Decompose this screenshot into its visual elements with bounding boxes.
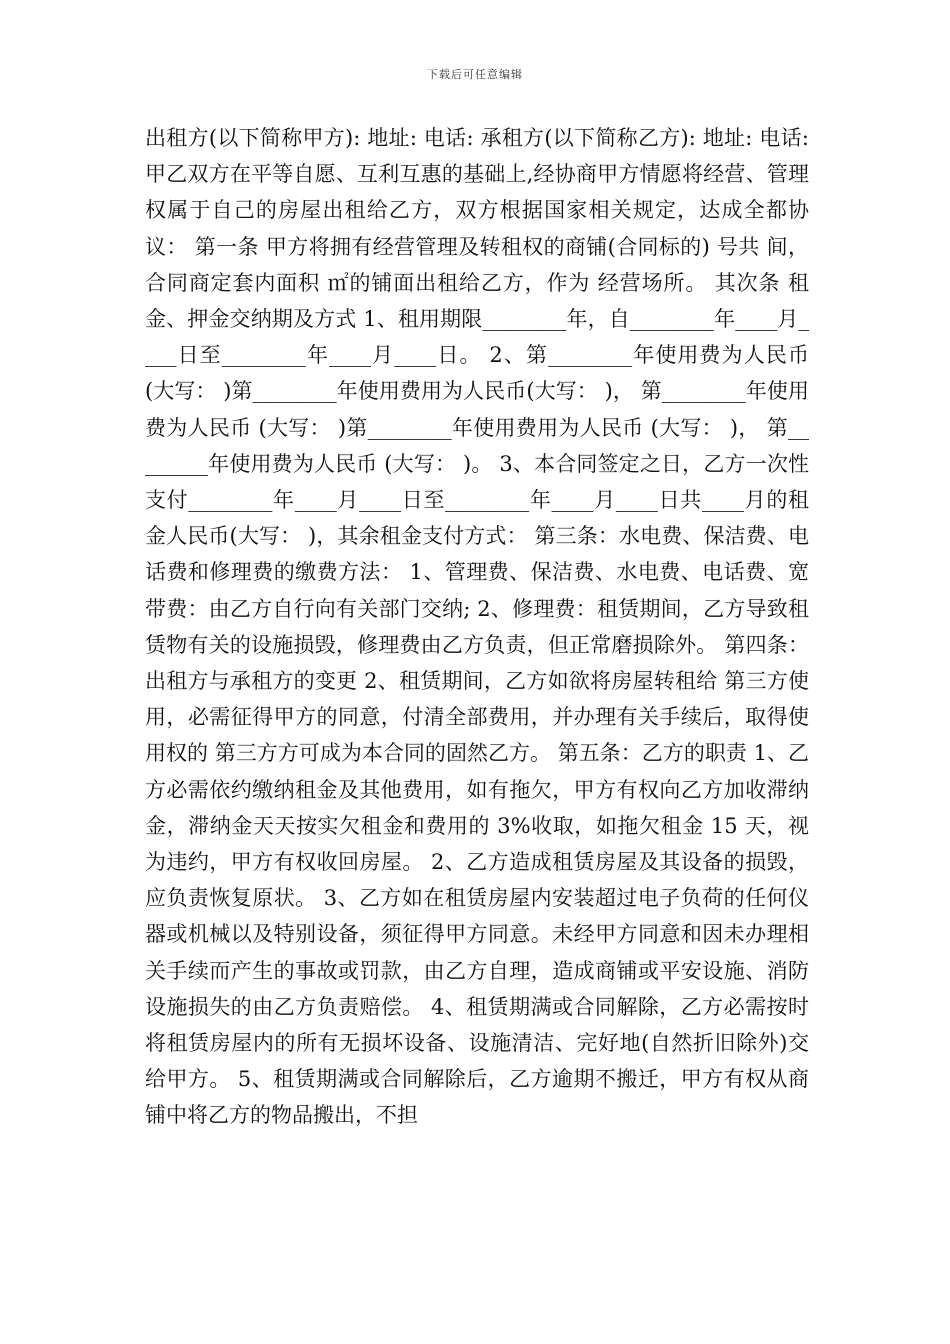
page-header: 下载后可任意编辑 bbox=[427, 68, 523, 81]
contract-body-text: 出租方(以下简称甲方): 地址: 电话: 承租方(以下简称乙方): 地址: 电话: 甲乙双方在平等自愿、互利互惠的基础上,经协商甲方情愿将经营、管理权属于自己的房屋出租给乙方，双方根据国家相关规定，达成全都协议： 第一条 甲方将拥有经营管理及转租权的商铺(合同标的) 号共 间，合同商定套内面积 ㎡的铺面出租给乙方，作为 经营场所。 其次条 租金、押金交纳期及方式 1、租用期限________年，自________年____月____日至________年____月____日。 2、第________年使用费为人民币 (大写： )第________年使用费用为人民币(大写： )， 第________年使用费为人民币 (大写： )第________年使用费用为人民币 (大写： )， 第________年使用费为人民币 (大写： )。 3、本合同签定之日，乙方一次性支付________年____月____日至________年____月____日共____月的租金人民币(大写： )，其余租金支付方式： 第三条：水电费、保洁费、电话费和修理费的缴费方法： 1、管理费、保洁费、水电费、电话费、宽带费：由乙方自行向有关部门交纳; 2、修理费：租赁期间，乙方导致租赁物有关的设施损毁，修理费由乙方负责，但正常磨损除外。 第四条：出租方与承租方的变更 2、租赁期间，乙方如欲将房屋转租给 第三方使用，必需征得甲方的同意，付清全部费用，并办理有关手续后，取得使用权的 第三方方可成为本合同的固然乙方。 第五条：乙方的职责 1、乙方必需依约缴纳租金及其他费用，如有拖欠，甲方有权向乙方加收滞纳金，滞纳金天天按实欠租金和费用的 3%收取，如拖欠租金 15 天，视为违约，甲方有权收回房屋。 2、乙方造成租赁房屋及其设备的损毁，应负责恢复原状。 3、乙方如在租赁房屋内安装超过电子负荷的任何仪器或机械以及特别设备，须征得甲方同意。未经甲方同意和因未办理相关手续而产生的事故或罚款，由乙方自理，造成商铺或平安设施、消防设施损失的由乙方负责赔偿。 4、租赁期满或合同解除，乙方必需按时将租赁房屋内的所有无损坏设备、设施清洁、完好地(自然折旧除外)交给甲方。 5、租赁期满或合同解除后，乙方逾期不搬迁，甲方有权从商铺中将乙方的物品搬出，不担 bbox=[145, 126, 809, 1128]
